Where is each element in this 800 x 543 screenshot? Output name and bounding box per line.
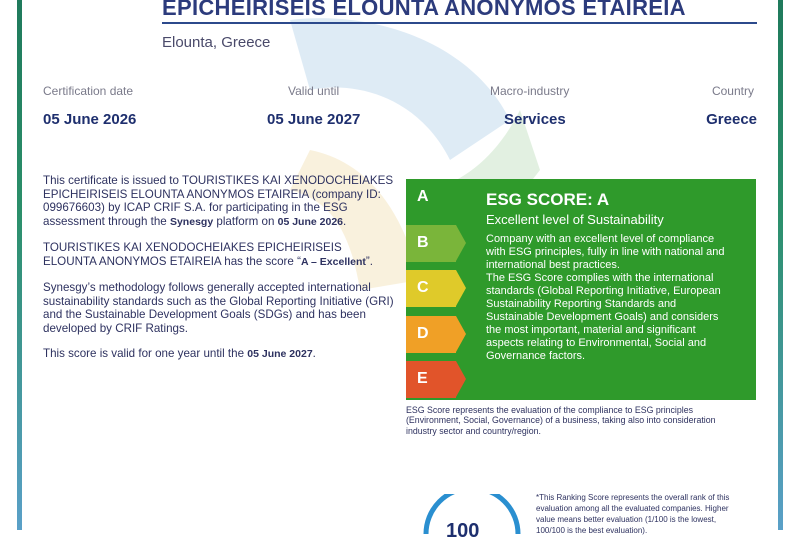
grade-a-label: A xyxy=(417,188,429,205)
esg-score-title: ESG SCORE: A xyxy=(486,190,610,209)
issuance-text-platform: platform on xyxy=(213,214,278,228)
esg-score-box xyxy=(486,190,734,363)
issuance-date: 05 June 2026 xyxy=(277,215,344,228)
grade-b-label: B xyxy=(417,234,429,251)
esg-score-note: ESG Score represents the evaluation of the compliance to ESG principles (Environment, Social, Governance) of a business, taking also into consideration industry sector and country/region. xyxy=(406,405,716,436)
platform-name: Synesgy xyxy=(169,215,214,228)
grade-d-label: D xyxy=(417,325,429,342)
right-frame-border xyxy=(778,0,783,530)
country-label: Country xyxy=(711,84,754,98)
valid-until-block xyxy=(267,84,360,128)
esg-score-standards: The ESG Score complies with the international standards (Global Reporting Initiative, European Sustainability Reporting Standards and Sustainable Development Goals) and considers the most important, material and significant aspects relating to Environmental, Social and Governance factors. xyxy=(486,272,721,362)
esg-score-subtitle: Excellent level of Sustainability xyxy=(486,212,664,227)
score-grade-text: A – Excellent xyxy=(300,255,366,268)
macro-industry-value: Services xyxy=(504,111,566,128)
issuance-text-end: . xyxy=(343,214,347,228)
ranking-score-note: *This Ranking Score represents the overall rank of this evaluation among all the evaluated companies. Higher value means better evaluation (1/100 is the lowest, 100/100 is the best evaluation). xyxy=(536,493,730,535)
certificate-body xyxy=(43,174,395,374)
validity-text: This score is valid for one year until the xyxy=(43,347,248,360)
grade-a-tile xyxy=(406,179,466,216)
validity-text-end: . xyxy=(312,347,316,360)
score-paragraph xyxy=(43,241,395,269)
grade-e-label: E xyxy=(417,370,428,387)
score-text: TOURISTIKES KAI XENODOCHEIAKES EPICHEIRISEIS ELOUNTA ANONYMOS ETAIREIA has the score “ xyxy=(43,241,342,268)
valid-until-value: 05 June 2027 xyxy=(267,111,361,128)
issuance-paragraph xyxy=(43,174,395,229)
certification-date-label: Certification date xyxy=(43,84,134,98)
company-name: EPICHEIRISEIS ELOUNTA ANONYMOS ETAIREIA xyxy=(162,0,757,24)
issuance-text: This certificate is issued to TOURISTIKES KAI XENODOCHEIAKES EPICHEIRISEIS ELOUNTA ANONYMOS ETAIREIA (company ID: 099676603) by ICAP CRIF S.A. for participating in the ESG assessment through the xyxy=(43,174,394,228)
methodology-paragraph: Synesgy’s methodology follows generally accepted international sustainability standards such as the Global Reporting Initiative (GRI) and the Sustainable Development Goals (SDGs) and has been developed by CRIF Ratings. xyxy=(43,281,394,335)
validity-paragraph xyxy=(43,347,395,362)
score-text-end: ”. xyxy=(365,254,374,268)
certification-date-value: 05 June 2026 xyxy=(43,111,137,128)
grade-c-tile xyxy=(406,270,456,307)
certification-date-block xyxy=(43,84,136,128)
macro-industry-block xyxy=(490,84,569,128)
left-frame-border xyxy=(17,0,22,530)
grade-d-tile xyxy=(406,316,456,353)
esg-score-description: Company with an excellent level of compliance with ESG principles, fully in line with national and international best practices. xyxy=(486,233,725,271)
valid-until-label: Valid until xyxy=(288,84,340,98)
validity-date: 05 June 2027 xyxy=(247,348,313,360)
company-location: Elounta, Greece xyxy=(162,34,271,51)
grade-c-label: C xyxy=(417,279,429,296)
country-value: Greece xyxy=(706,111,757,128)
country-block xyxy=(700,84,757,128)
macro-industry-label: Macro-industry xyxy=(490,84,570,98)
ranking-score-value: 100 xyxy=(446,520,480,542)
grade-e-tile xyxy=(406,361,456,398)
grade-b-tile xyxy=(406,225,456,262)
